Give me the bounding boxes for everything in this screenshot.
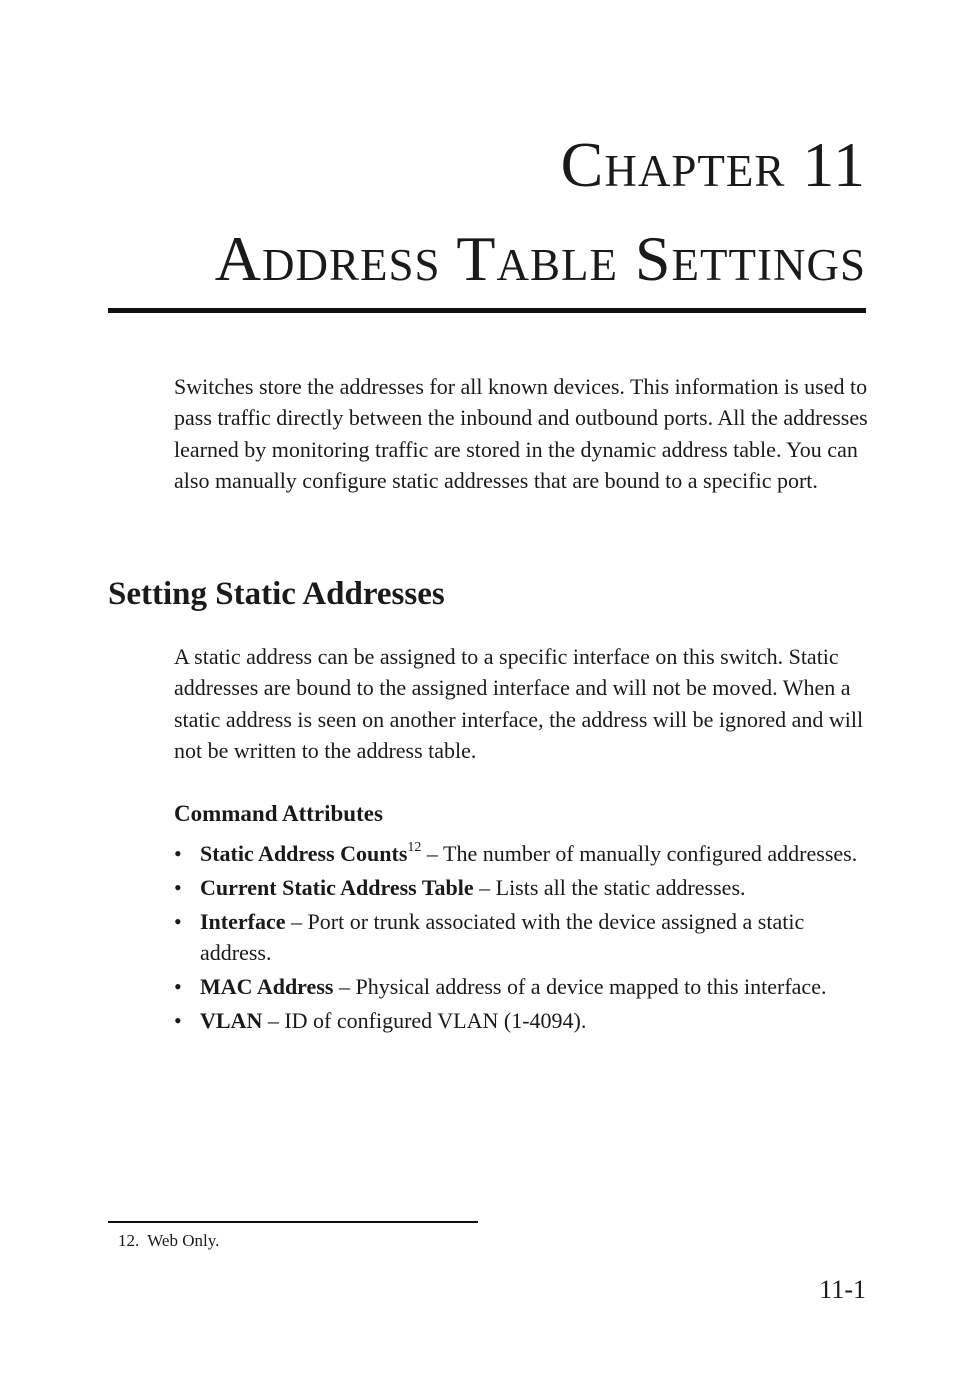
attribute-term: MAC Address <box>200 974 334 1000</box>
title-divider <box>108 308 866 313</box>
bullet: • <box>174 974 182 1000</box>
attribute-description: – Physical address of a device mapped to this interface. <box>333 974 827 1000</box>
page-number: 11-1 <box>819 1275 866 1304</box>
attribute-term: VLAN <box>200 1008 263 1034</box>
attribute-description: – The number of manually configured addresses. <box>421 841 858 866</box>
bullet: • <box>174 874 182 900</box>
bullet: • <box>174 908 182 934</box>
bullet: • <box>174 841 182 866</box>
command-attributes-list <box>174 838 874 1039</box>
list-item <box>174 906 874 969</box>
list-item <box>174 872 874 903</box>
intro-paragraph: Switches store the addresses for all known devices. This information is used to pass traffic directly between the inbound and outbound ports. All the addresses learned by monitoring traffic are stored in the dynamic address table. You can also manually configure static addresses that are bound to a specific port. <box>174 374 868 494</box>
section-paragraph: A static address can be assigned to a specific interface on this switch. Static addresses are bound to the assigned interface and will not be moved. When a static address is seen on another interface, the address will be ignored and will not be written to the address table. <box>174 644 864 764</box>
chapter-title <box>215 118 866 306</box>
list-item <box>174 1005 874 1036</box>
bullet: • <box>174 1008 182 1034</box>
footnote-number: 12. <box>118 1231 140 1250</box>
section-heading: Setting Static Addresses <box>108 576 445 612</box>
footnote-text: Web Only. <box>147 1231 220 1250</box>
attribute-term: Static Address Counts <box>200 841 408 866</box>
footnote <box>118 1229 219 1253</box>
list-item <box>174 971 874 1002</box>
footnote-ref[interactable]: 12 <box>407 839 422 855</box>
list-item <box>174 838 874 869</box>
attribute-description: – Lists all the static addresses. <box>473 874 746 900</box>
chapter-number: Chapter 11 <box>560 129 866 200</box>
attribute-description: – ID of configured VLAN (1-4094). <box>262 1008 587 1034</box>
attribute-term: Current Static Address Table <box>200 874 474 900</box>
command-attributes-heading: Command Attributes <box>174 801 383 826</box>
attribute-term: Interface <box>200 908 286 934</box>
chapter-name: Address Table Settings <box>214 223 866 294</box>
attribute-description: – Port or trunk associated with the device assigned a static address. <box>200 908 805 966</box>
footnote-divider <box>108 1221 478 1223</box>
